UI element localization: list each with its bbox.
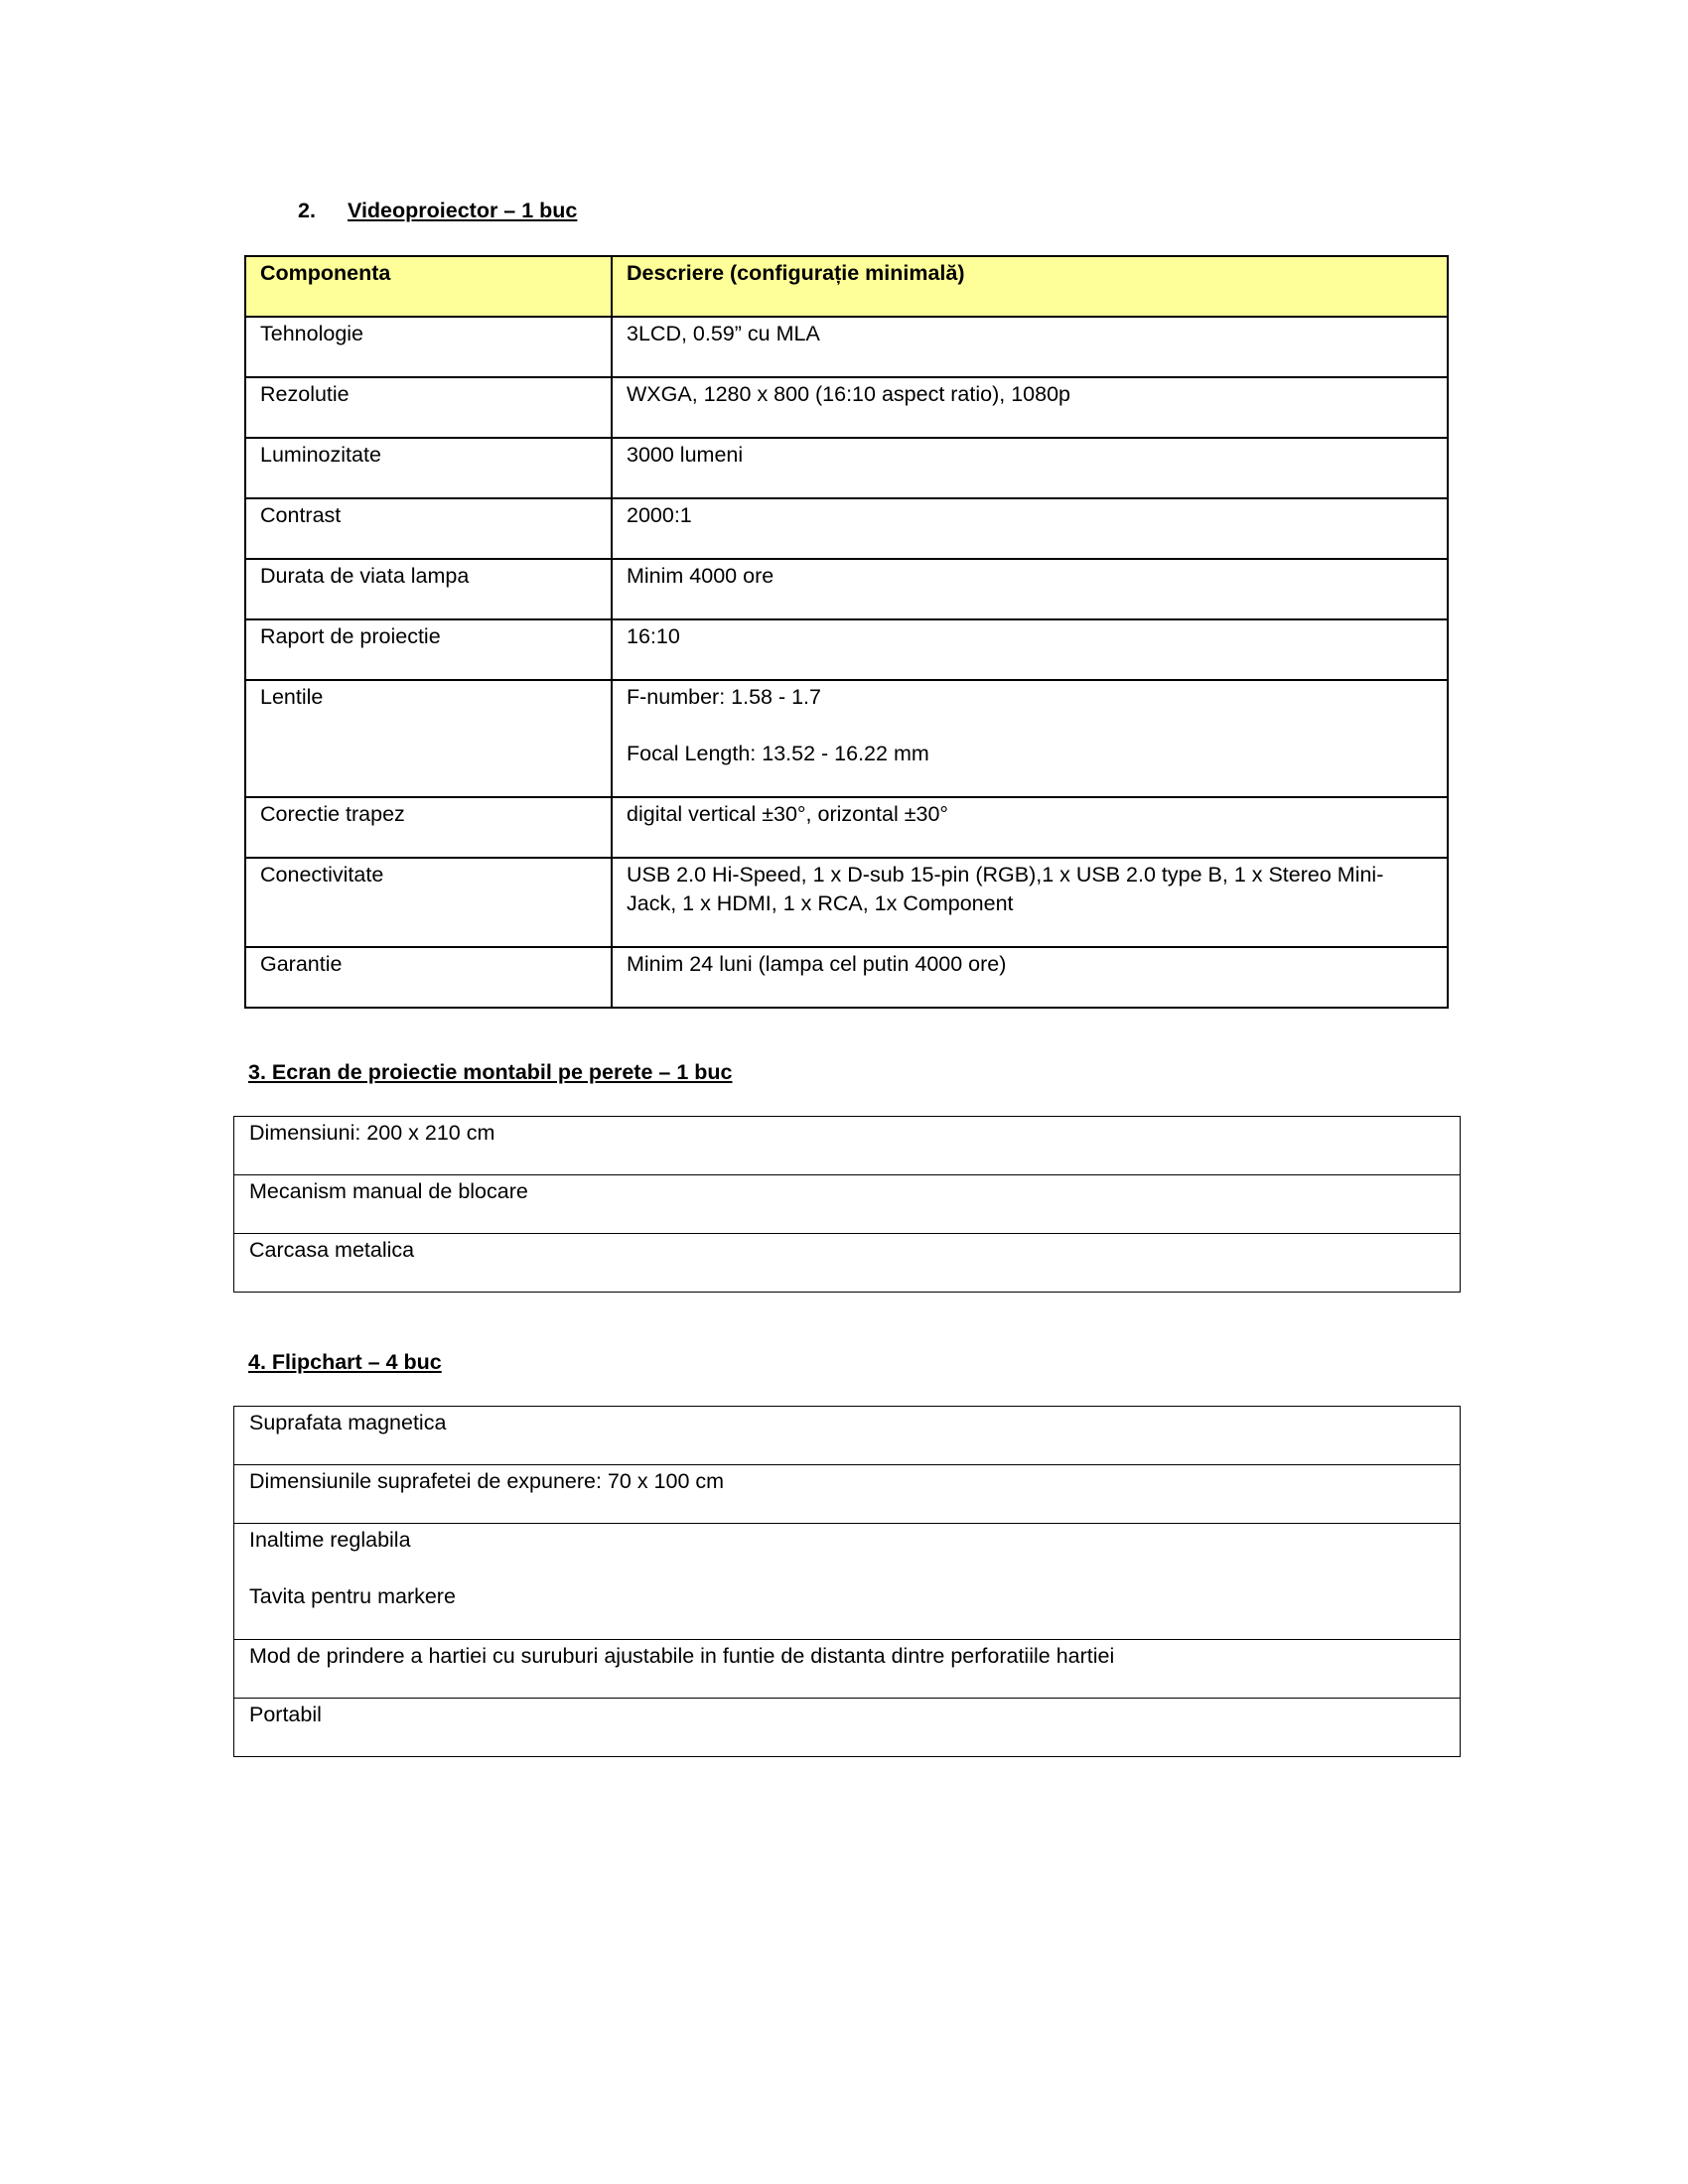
- spec-line-2: Tavita pentru markere: [249, 1584, 456, 1608]
- flipchart-spec-table: [233, 1406, 1461, 1757]
- component-cell: Conectivitate: [245, 858, 612, 947]
- description-line-2: Focal Length: 13.52 - 16.22 mm: [627, 742, 929, 765]
- table-row: [245, 377, 1448, 438]
- component-cell: Contrast: [245, 498, 612, 559]
- spec-cell: Dimensiuni: 200 x 210 cm: [234, 1117, 1461, 1175]
- description-cell: [612, 680, 1448, 797]
- spec-cell: [234, 1524, 1461, 1640]
- spec-cell: Carcasa metalica: [234, 1234, 1461, 1293]
- section-4-heading: 4. Flipchart – 4 buc: [248, 1350, 442, 1374]
- table-row: [245, 858, 1448, 947]
- table-header-row: [245, 256, 1448, 317]
- spec-cell: Dimensiunile suprafetei de expunere: 70 x 100 cm: [234, 1465, 1461, 1524]
- spec-cell: Portabil: [234, 1699, 1461, 1757]
- section-3-heading: 3. Ecran de proiectie montabil pe perete – 1 buc: [248, 1060, 733, 1084]
- table-row: [245, 947, 1448, 1008]
- section-2-number: 2.: [298, 199, 316, 222]
- description-line: F-number: 1.58 - 1.7: [627, 685, 821, 709]
- description-cell: Minim 24 luni (lampa cel putin 4000 ore): [612, 947, 1448, 1008]
- section-2-title: Videoproiector – 1 buc: [348, 199, 578, 222]
- component-cell: Durata de viata lampa: [245, 559, 612, 619]
- table-row: [234, 1234, 1461, 1293]
- table-row: [245, 797, 1448, 858]
- ecran-spec-table: [233, 1116, 1461, 1293]
- component-cell: Tehnologie: [245, 317, 612, 377]
- table-row: [234, 1640, 1461, 1699]
- table-row: [245, 619, 1448, 680]
- spec-line: Inaltime reglabila: [249, 1528, 411, 1552]
- component-cell: Lentile: [245, 680, 612, 797]
- spec-cell: Mecanism manual de blocare: [234, 1175, 1461, 1234]
- spec-cell: Suprafata magnetica: [234, 1407, 1461, 1465]
- videoproiector-spec-table: [244, 255, 1449, 1009]
- table-row: [245, 317, 1448, 377]
- description-cell: 16:10: [612, 619, 1448, 680]
- table-row: [245, 498, 1448, 559]
- table-row: [234, 1524, 1461, 1640]
- description-cell: 2000:1: [612, 498, 1448, 559]
- description-cell: 3000 lumeni: [612, 438, 1448, 498]
- table-row: [234, 1699, 1461, 1757]
- component-cell: Raport de proiectie: [245, 619, 612, 680]
- description-cell: Minim 4000 ore: [612, 559, 1448, 619]
- section-2-heading: [298, 197, 577, 224]
- table-row: [234, 1175, 1461, 1234]
- table-row: [234, 1407, 1461, 1465]
- description-cell: WXGA, 1280 x 800 (16:10 aspect ratio), 1080p: [612, 377, 1448, 438]
- table-row: [234, 1465, 1461, 1524]
- description-cell: digital vertical ±30°, orizontal ±30°: [612, 797, 1448, 858]
- table-row: [245, 438, 1448, 498]
- description-cell: USB 2.0 Hi-Speed, 1 x D-sub 15-pin (RGB),1 x USB 2.0 type B, 1 x Stereo Mini-Jack, 1 x HDMI, 1 x RCA, 1x Component: [612, 858, 1448, 947]
- component-cell: Rezolutie: [245, 377, 612, 438]
- component-cell: Corectie trapez: [245, 797, 612, 858]
- header-componenta: Componenta: [245, 256, 612, 317]
- description-cell: 3LCD, 0.59” cu MLA: [612, 317, 1448, 377]
- table-row: [245, 680, 1448, 797]
- header-descriere: Descriere (configurație minimală): [612, 256, 1448, 317]
- spec-cell: Mod de prindere a hartiei cu suruburi ajustabile in funtie de distanta dintre perforatiile hartiei: [234, 1640, 1461, 1699]
- table-row: [245, 559, 1448, 619]
- component-cell: Luminozitate: [245, 438, 612, 498]
- component-cell: Garantie: [245, 947, 612, 1008]
- table-row: [234, 1117, 1461, 1175]
